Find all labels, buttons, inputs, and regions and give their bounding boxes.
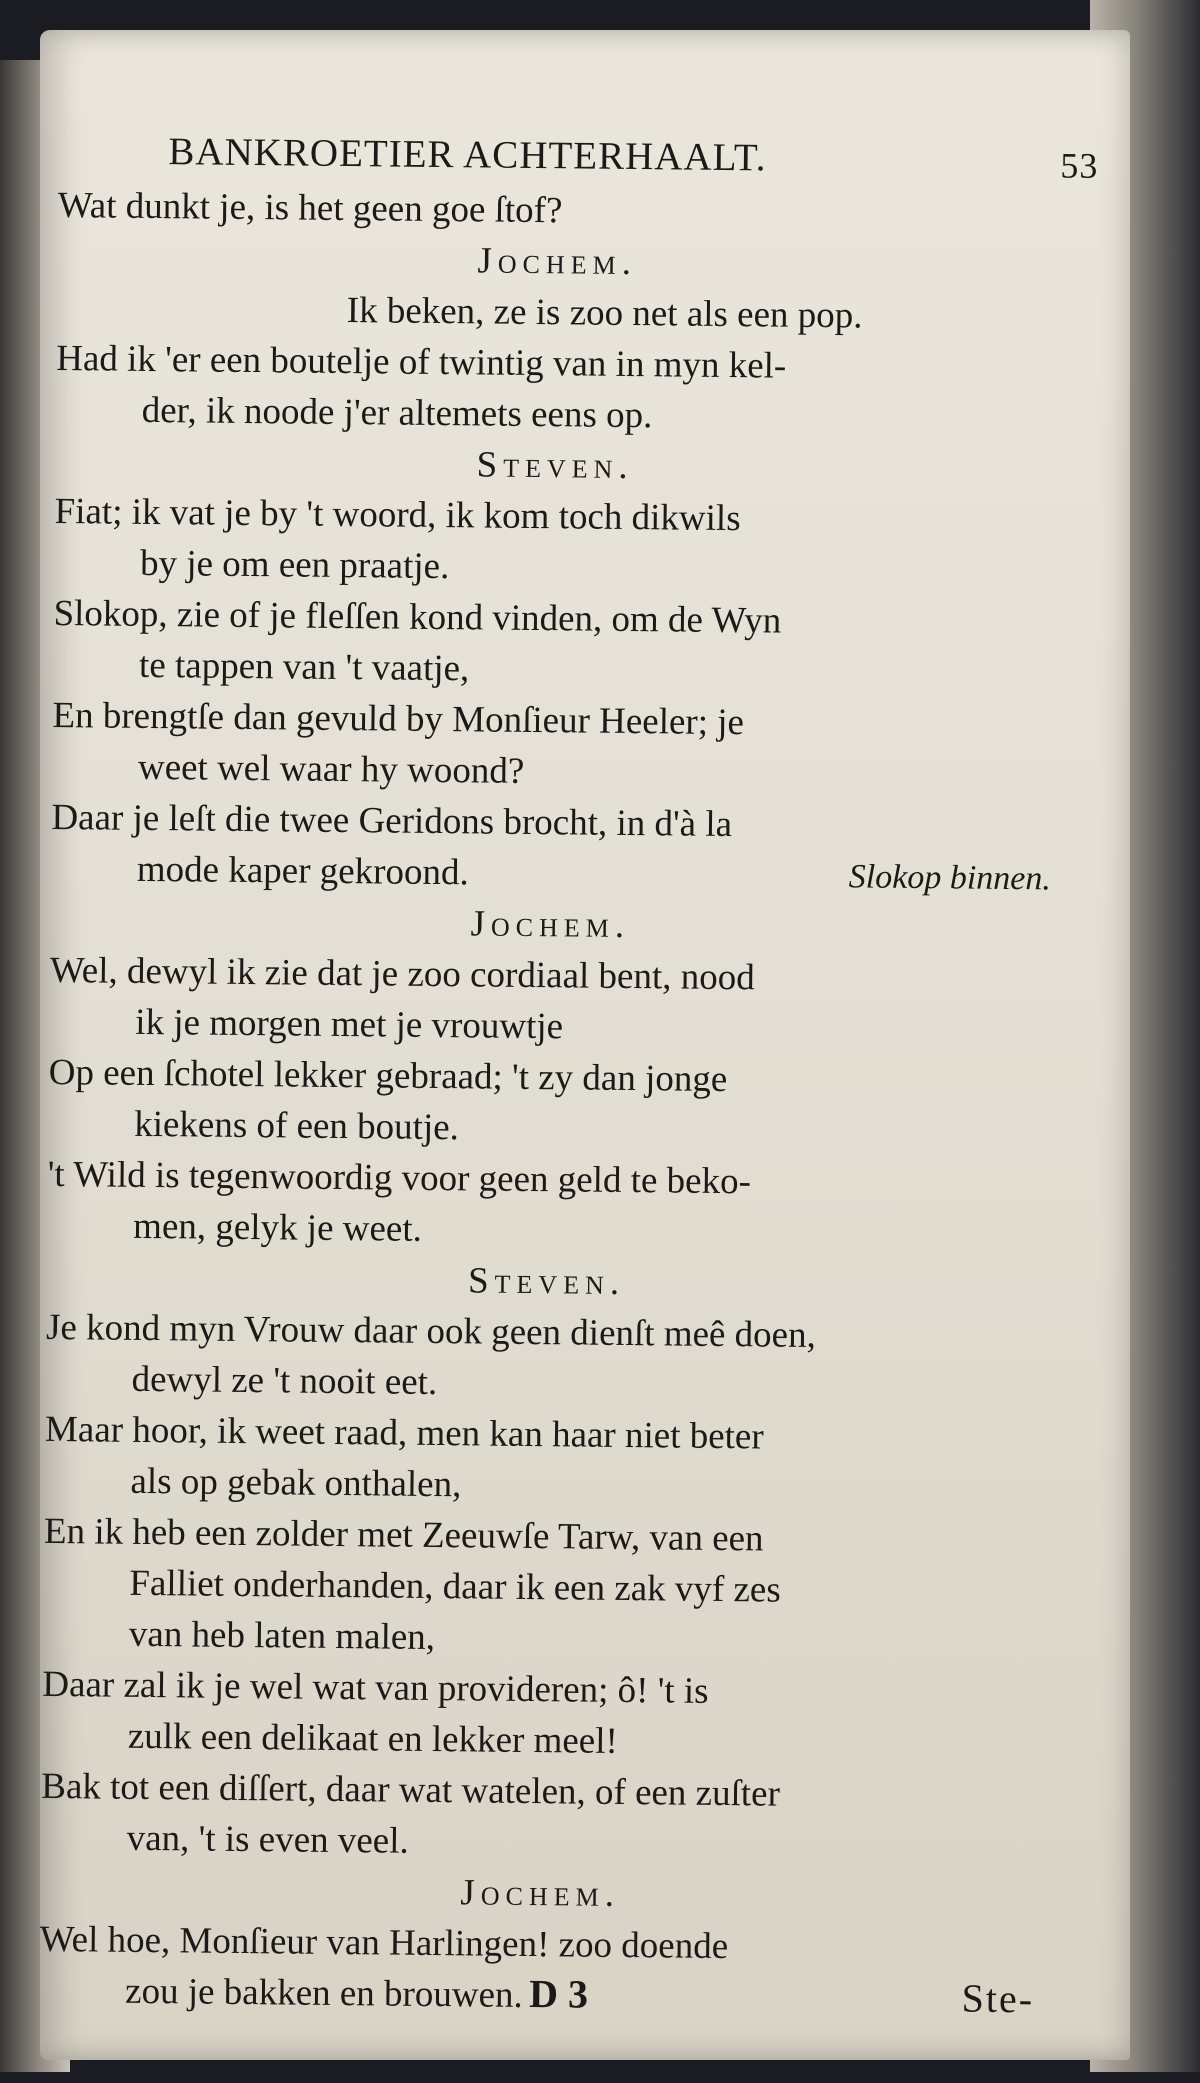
text-line: Fiat; ik vat je by 't woord, ik kom toch dikwils xyxy=(54,490,741,540)
text-line-with-stage-direction xyxy=(51,843,1051,904)
speaker-name: Jochem. xyxy=(470,903,631,947)
text-line: kiekens of een boutje. xyxy=(134,1103,460,1149)
speaker-name: Steven. xyxy=(467,1260,626,1303)
text-line: van, 't is even veel. xyxy=(126,1817,409,1862)
text-line: mode kaper gekroond. xyxy=(136,848,469,894)
text-line: by je om een praatje. xyxy=(139,542,450,588)
speaker-name: Jochem. xyxy=(477,240,638,284)
text-line: Daar je leſt die twee Geridons brocht, in d'à la xyxy=(51,796,733,846)
text-line: te tappen van 't vaatje, xyxy=(138,644,470,690)
text-line: zulk een delikaat en lekker meel! xyxy=(127,1715,619,1762)
page-text xyxy=(38,0,1110,2083)
text-line: Slokop, zie of je fleſſen kond vinden, om de Wyn xyxy=(53,592,782,642)
text-line: zou je bakken en brouwen. xyxy=(124,1970,523,2016)
text-line: Ik beken, ze is zoo net als een pop. xyxy=(346,290,863,337)
stage-direction: Slokop binnen. xyxy=(848,858,1052,898)
text-line: Bak tot een diſſert, daar wat watelen, of een zuſter xyxy=(41,1765,781,1815)
text-line: En brengtſe dan gevuld by Monſieur Heeler; je xyxy=(52,694,745,744)
text-line: men, gelyk je weet. xyxy=(132,1205,423,1250)
text-line: Wel, dewyl ik zie dat je zoo cordiaal bent, nood xyxy=(49,949,755,999)
text-line: Falliet onderhanden, daar ik een zak vyf zes xyxy=(129,1562,781,1611)
play-text xyxy=(39,180,1058,2026)
text-line: En ik heb een zolder met Zeeuwſe Tarw, van een xyxy=(43,1510,764,1560)
page-number: 53 xyxy=(1060,145,1099,186)
text-line: Wat dunkt je, is het geen goe ſtof? xyxy=(57,184,563,232)
text-line: Maar hoor, ik weet raad, men kan haar niet beter xyxy=(44,1408,764,1458)
running-head xyxy=(168,129,1098,184)
text-line: ik je morgen met je vrouwtje xyxy=(135,1001,564,1048)
text-line: Wel hoe, Monſieur van Harlingen! zoo doende xyxy=(39,1918,729,1968)
signature-mark: D 3 xyxy=(528,1971,589,2017)
text-line: dewyl ze 't nooit eet. xyxy=(131,1358,438,1404)
speaker-name: Steven. xyxy=(476,444,634,488)
catchword: Ste- xyxy=(961,1975,1035,2022)
text-line: der, ik noode j'er altemets eens op. xyxy=(141,389,653,437)
page-footer xyxy=(39,1965,1040,2035)
speaker-name: Jochem. xyxy=(460,1872,621,1915)
text-line: weet wel waar hy woond? xyxy=(137,746,525,792)
text-line: 't Wild is tegenwoordig voor geen geld te beko- xyxy=(47,1153,752,1203)
text-line: als op gebak onthalen, xyxy=(130,1460,462,1506)
text-line: Je kond myn Vrouw daar ook geen dienſt meê doen, xyxy=(45,1306,817,1356)
running-title: BANKROETIER ACHTERHAALT. xyxy=(168,130,767,180)
text-line: Op een ſchotel lekker gebraad; 't zy dan jonge xyxy=(48,1051,728,1101)
text-line: Daar zal ik je wel wat van provideren; ô! 't is xyxy=(42,1663,709,1712)
text-line: van heb laten malen, xyxy=(128,1613,436,1659)
text-line: Had ik 'er een boutelje of twintig van in myn kel- xyxy=(56,337,787,387)
